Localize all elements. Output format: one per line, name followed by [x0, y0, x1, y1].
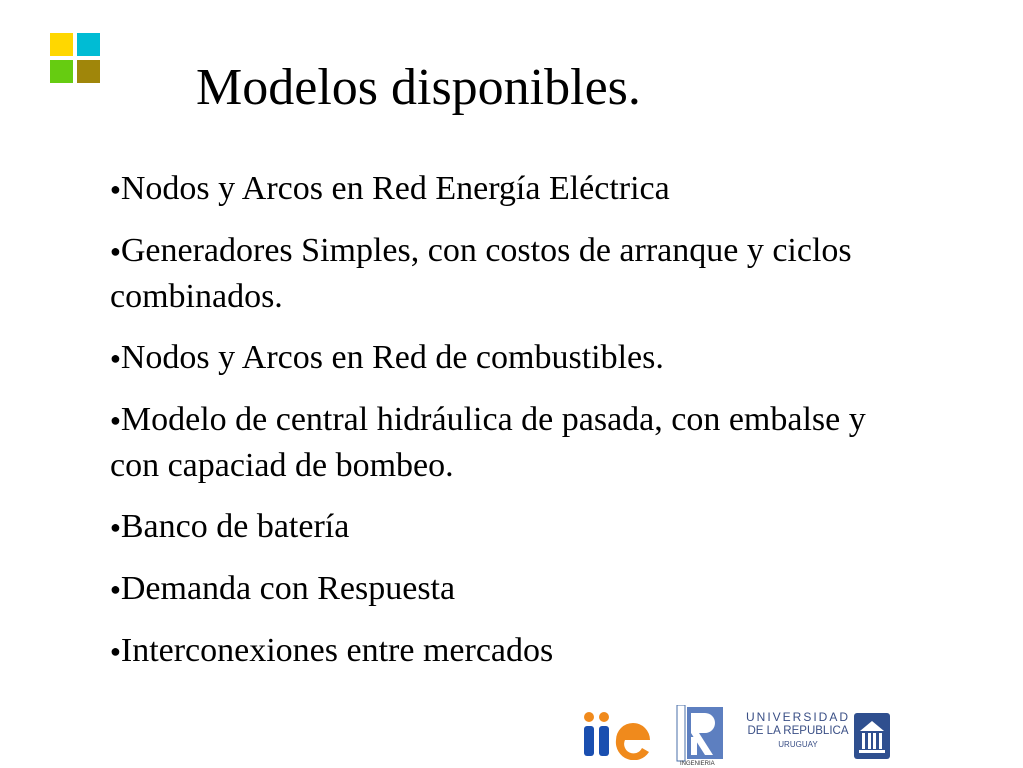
udelar-wordmark — [743, 711, 853, 749]
bullet-item — [110, 335, 910, 381]
udelar-line-1: UNIVERSIDAD — [745, 710, 850, 724]
bullet-list — [110, 166, 910, 690]
corner-square-cyan — [77, 33, 100, 56]
bullet-item — [110, 166, 910, 212]
bullet-text: Interconexiones entre mercados — [120, 632, 554, 669]
corner-square-green — [50, 60, 73, 83]
bullet-item — [110, 566, 910, 612]
corner-square-yellow — [50, 33, 73, 56]
bullet-icon: ● — [110, 517, 121, 537]
ingenieria-label: INGENIERIA — [680, 761, 715, 767]
bullet-item — [110, 504, 910, 550]
iie-logo — [580, 710, 660, 760]
ingenieria-emblem — [675, 705, 725, 765]
bullet-icon: ● — [110, 348, 121, 368]
bullet-item — [110, 228, 910, 319]
corner-square-olive — [77, 60, 100, 83]
slide-title: Modelos disponibles. — [196, 59, 641, 116]
bullet-icon: ● — [110, 179, 121, 199]
bullet-text: Modelo de central hidráulica de pasada, con embalse y con capaciad de bombeo. — [110, 401, 866, 484]
bullet-icon: ● — [110, 241, 121, 261]
bullet-text: Banco de batería — [120, 508, 350, 545]
bullet-text: Generadores Simples, con costos de arranque y ciclos combinados. — [110, 232, 852, 315]
bullet-icon: ● — [110, 410, 121, 430]
bullet-item — [110, 628, 910, 674]
bullet-item — [110, 397, 910, 488]
udelar-building-icon — [854, 713, 890, 759]
udelar-line-2: DE LA REPUBLICA — [747, 724, 849, 737]
udelar-line-3: URUGUAY — [778, 740, 818, 750]
bullet-text: Nodos y Arcos en Red de combustibles. — [120, 339, 664, 376]
iie-logo-text: iie — [620, 758, 621, 759]
bullet-text: Demanda con Respuesta — [120, 570, 456, 607]
bullet-icon: ● — [110, 641, 121, 661]
bullet-text: Nodos y Arcos en Red Energía Eléctrica — [120, 170, 670, 207]
bullet-icon: ● — [110, 579, 121, 599]
